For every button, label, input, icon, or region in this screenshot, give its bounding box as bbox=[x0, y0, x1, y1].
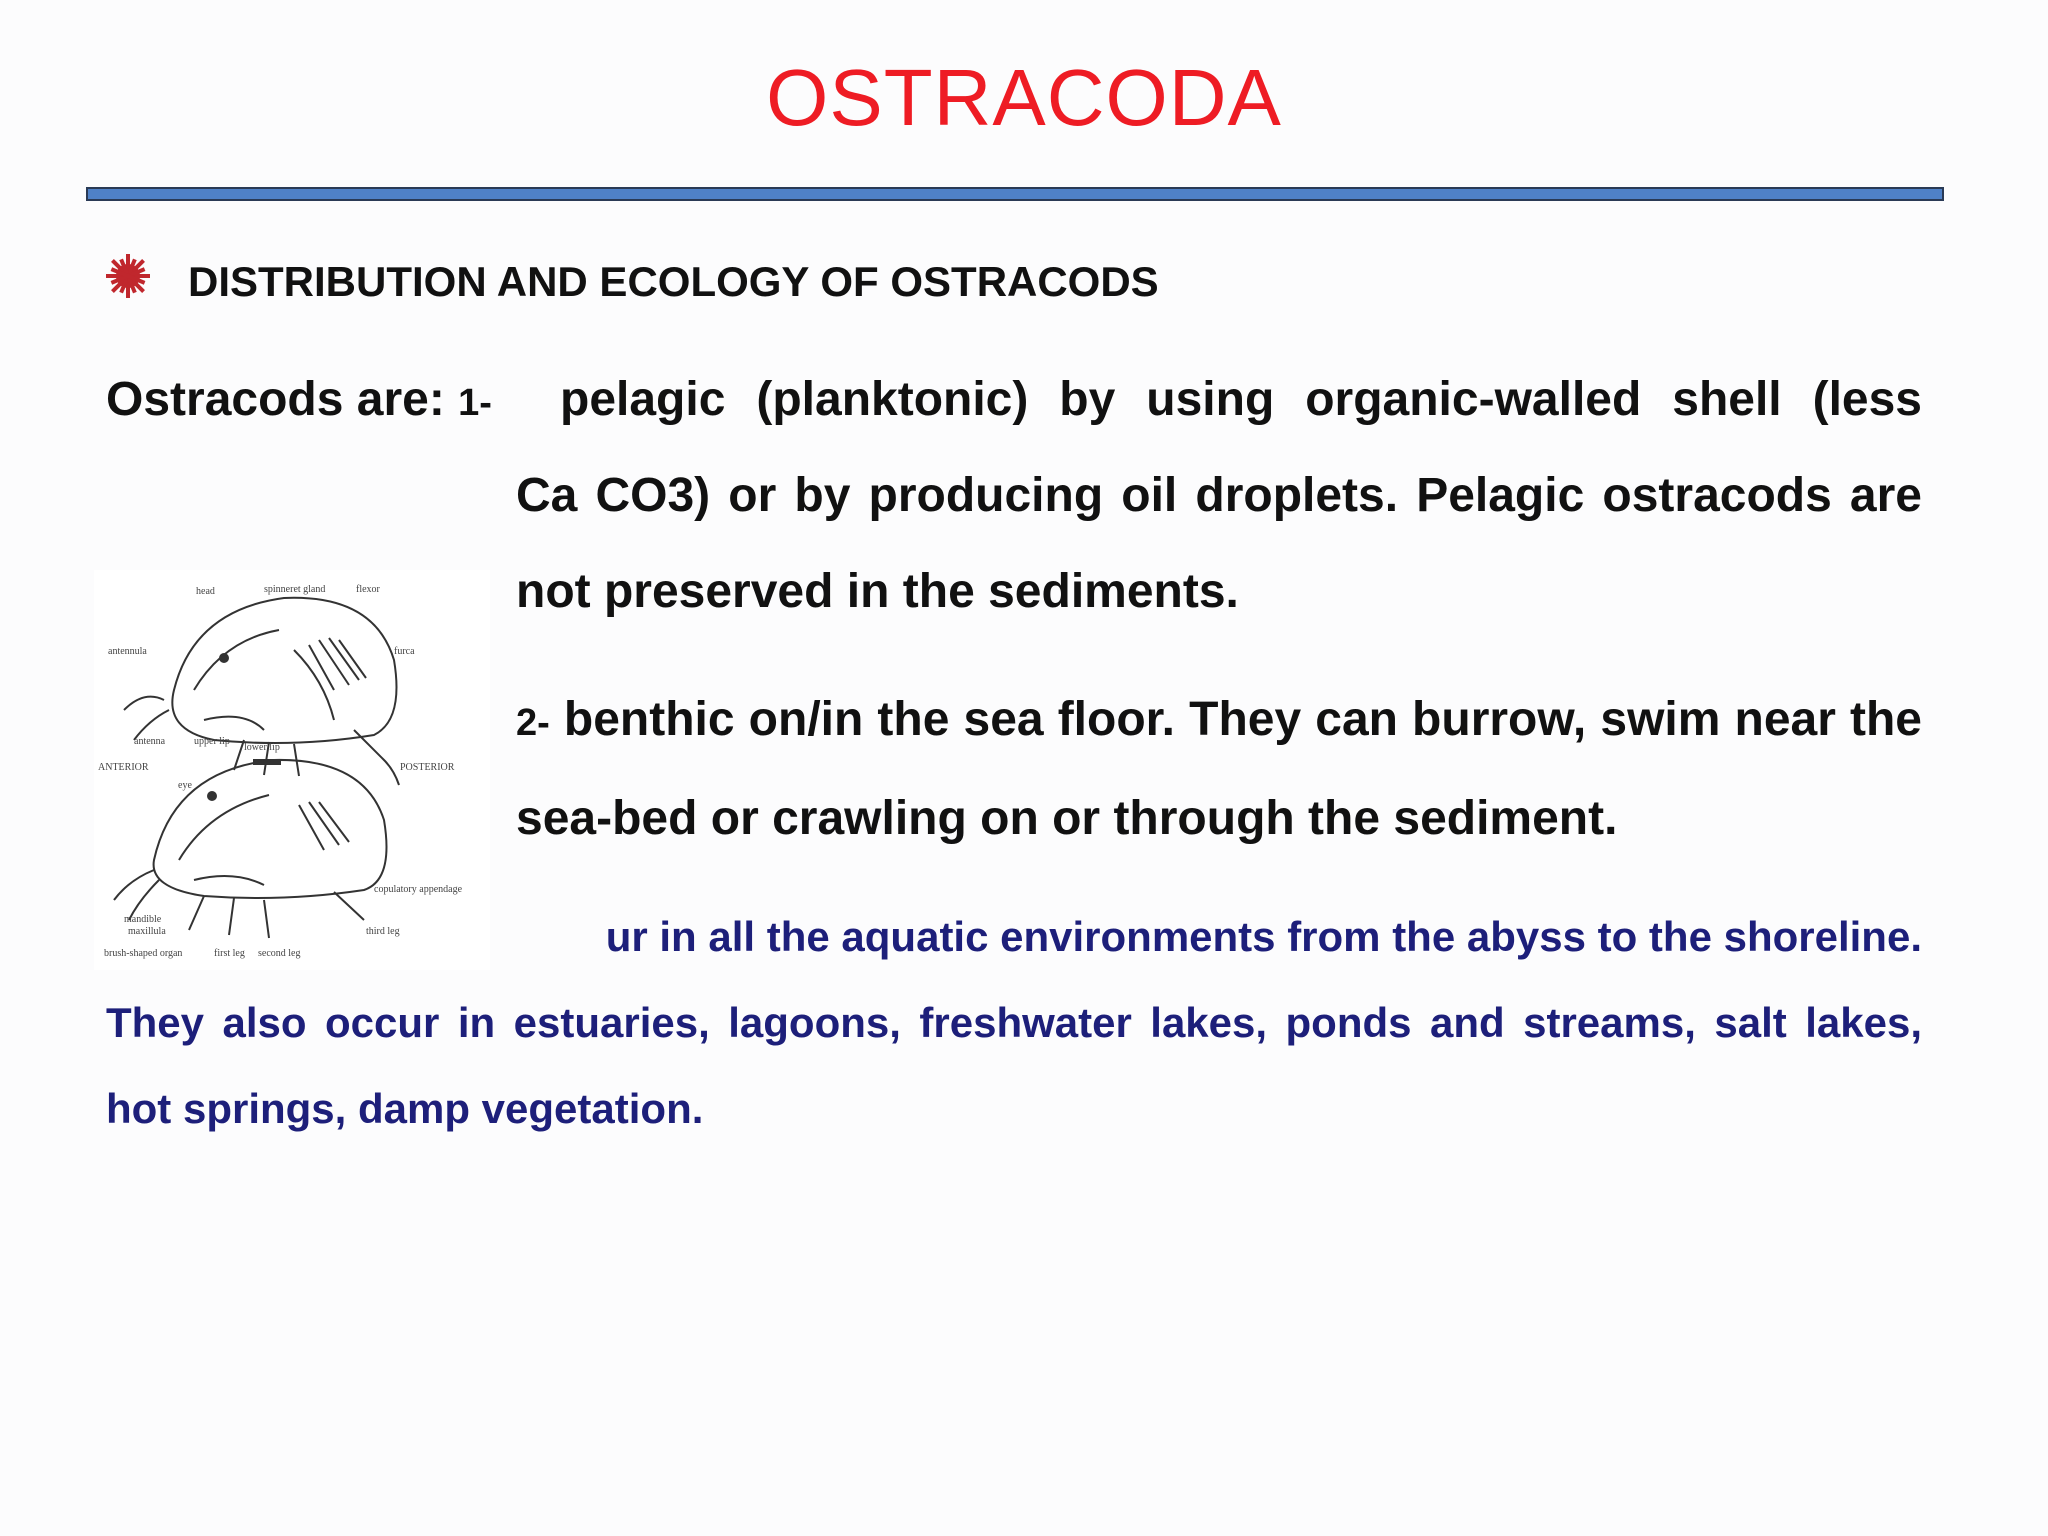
label-copulatory: copulatory appendage bbox=[374, 884, 463, 895]
label-third-leg: third leg bbox=[366, 926, 400, 937]
label-mandible: mandible bbox=[124, 914, 162, 925]
habitat-line-1: ur in all the aquatic environments from the abyss to the shoreline. bbox=[605, 913, 1922, 960]
label-head: head bbox=[196, 586, 215, 597]
label-first-leg: first leg bbox=[214, 948, 245, 959]
label-antenna: antenna bbox=[134, 736, 166, 747]
label-lower-lip: lower lip bbox=[244, 742, 280, 753]
ostracod-anatomy-figure bbox=[94, 570, 490, 970]
label-antennula: antennula bbox=[108, 646, 147, 657]
para1-lead bbox=[106, 352, 492, 451]
section-heading: DISTRIBUTION AND ECOLOGY OF OSTRACODS bbox=[188, 258, 1159, 305]
habitat-line-3: hot springs, damp vegetation. bbox=[106, 1085, 704, 1132]
label-gland: spinneret gland bbox=[264, 584, 326, 595]
label-brush-organ: brush-shaped organ bbox=[104, 948, 183, 959]
ostracod-anatomy-drawing bbox=[94, 570, 490, 970]
title-divider bbox=[86, 187, 1944, 201]
label-maxillula: maxillula bbox=[128, 926, 166, 937]
para1-first-line: pelagic (planktonic) by using organic-walled shell (less bbox=[560, 373, 1922, 426]
para1-continuation: Ca CO3) or by producing oil droplets. Pelagic ostracods are not preserved in the sediments. bbox=[516, 469, 1922, 618]
label-eye: eye bbox=[178, 780, 192, 791]
label-posterior: POSTERIOR bbox=[400, 762, 455, 773]
slide-title: OSTRACODA bbox=[766, 53, 1282, 142]
label-flexor: flexor bbox=[356, 584, 380, 595]
starburst-bullet-icon bbox=[104, 252, 152, 300]
para2-number: 2- bbox=[516, 702, 550, 744]
para1-lead-text: Ostracods are: bbox=[106, 373, 445, 426]
label-second-leg: second leg bbox=[258, 948, 301, 959]
label-anterior: ANTERIOR bbox=[98, 762, 149, 773]
para2 bbox=[516, 672, 1922, 867]
habitat-line-2: They also occur in estuaries, lagoons, freshwater lakes, ponds and streams, salt lakes, bbox=[106, 999, 1922, 1046]
label-upper-lip: upper lip bbox=[194, 736, 230, 747]
para1-number: 1- bbox=[458, 382, 492, 424]
label-furca: furca bbox=[394, 646, 415, 657]
para2-text: benthic on/in the sea floor. They can burrow, swim near the sea-bed or crawling on or through the sediment. bbox=[516, 693, 1923, 845]
